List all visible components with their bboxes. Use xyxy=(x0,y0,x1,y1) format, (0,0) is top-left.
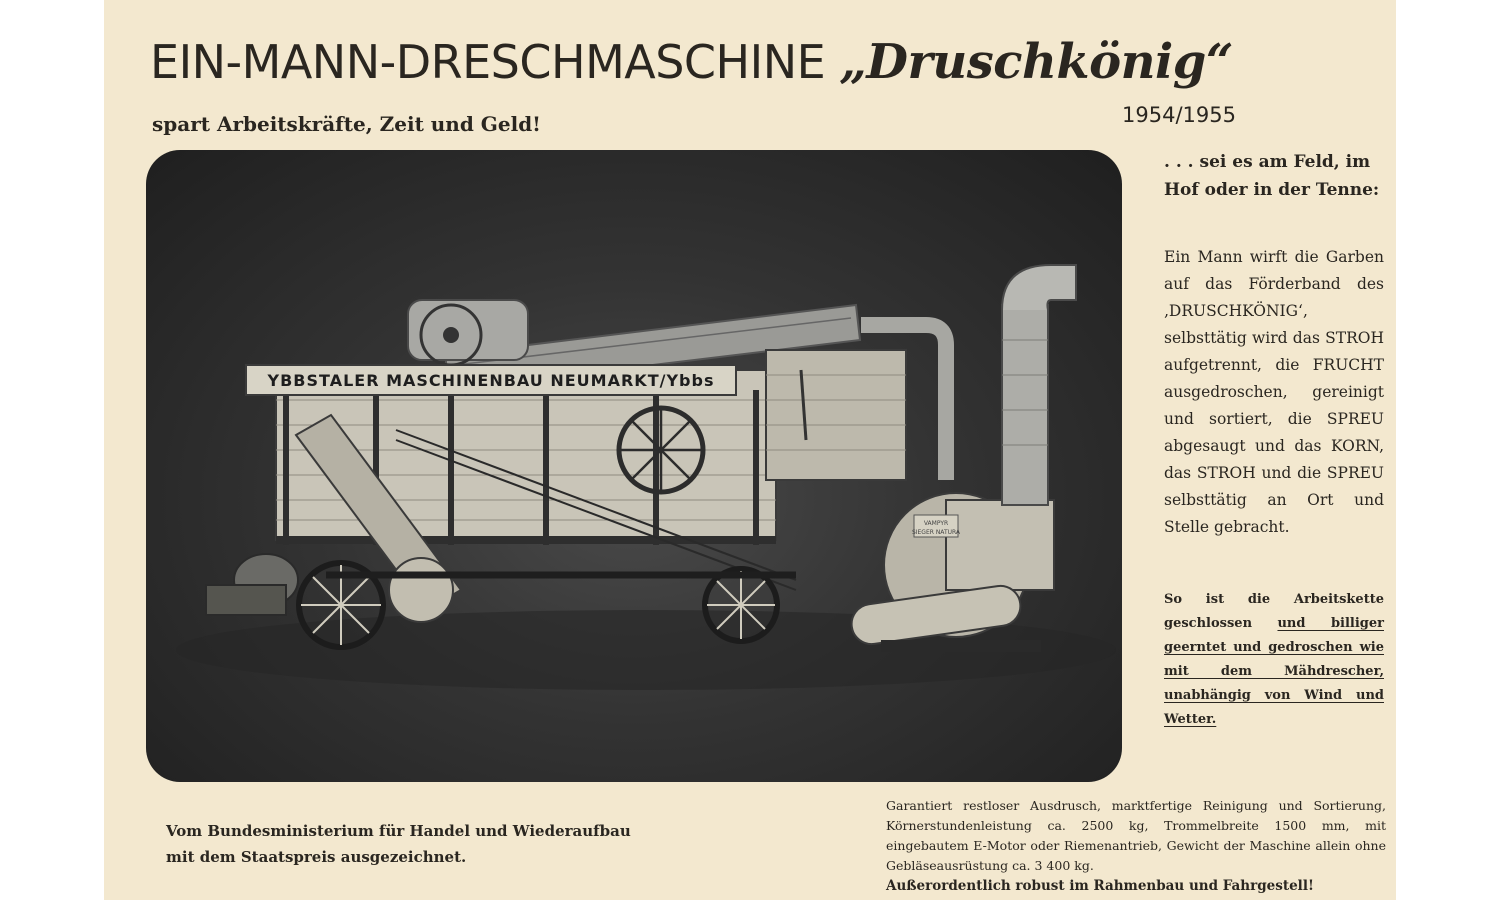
sidebar-note-underlined: und billiger geerntet und gedroschen wie mit dem Mähdrescher, unabhängig von Wind und Wetter. xyxy=(1164,616,1384,727)
award-notice xyxy=(166,818,726,870)
machine-sign: YBBSTALER MASCHINENBAU NEUMARKT/Ybbs xyxy=(267,371,715,390)
sidebar-body: Ein Mann wirft die Garben auf das Förderband des ‚DRUSCHKÖNIG‘, selbsttätig wird das STROH aufgetrennt, die FRUCHT ausgedroschen, gereinigt und sortiert, die SPREU abgesaugt und das KORN, das STROH und die SPREU selbsttätig an Ort und Stelle gebracht. xyxy=(1164,248,1384,536)
specs-text: Garantiert restloser Ausdrusch, marktfertige Reinigung und Sortierung, Körnerstundenleistung ca. 2500 kg, Trommelbreite 1500 mm, mit eingebautem E-Motor oder Riemenantrieb, Gewicht der Maschine allein ohne Gebläseausrüstung ca. 3 400 kg. xyxy=(886,798,1386,873)
award-line-1: Vom Bundesministerium für Handel und Wiederaufbau xyxy=(166,822,631,840)
headline-brand: „Druschkönig“ xyxy=(839,34,1233,90)
sidebar-note xyxy=(1164,588,1384,732)
threshing-machine-illustration xyxy=(146,150,1122,782)
headline xyxy=(150,34,1380,114)
advertisement-page xyxy=(104,0,1396,900)
year-annotation: 1954/1955 xyxy=(1122,103,1236,127)
blower-plate-sub: SIEGER NATURA xyxy=(911,529,961,536)
specs-emphasis: Außerordentlich robust im Rahmenbau und Fahrgestell! xyxy=(886,878,1314,894)
sidebar-lead: . . . sei es am Feld, im Hof oder in der Tenne: xyxy=(1164,152,1380,200)
machine-photo xyxy=(146,150,1122,782)
award-line-2: mit dem Staatspreis ausgezeichnet. xyxy=(166,848,467,866)
sidebar-note-start: So ist die Arbeitskette geschlossen xyxy=(1164,592,1384,631)
blower-plate: VAMPYR xyxy=(923,520,949,527)
subheadline: spart Arbeitskräfte, Zeit und Geld! xyxy=(152,112,541,136)
technical-specs xyxy=(886,796,1386,896)
headline-main: EIN-MANN-DRESCHMASCHINE xyxy=(150,35,826,89)
